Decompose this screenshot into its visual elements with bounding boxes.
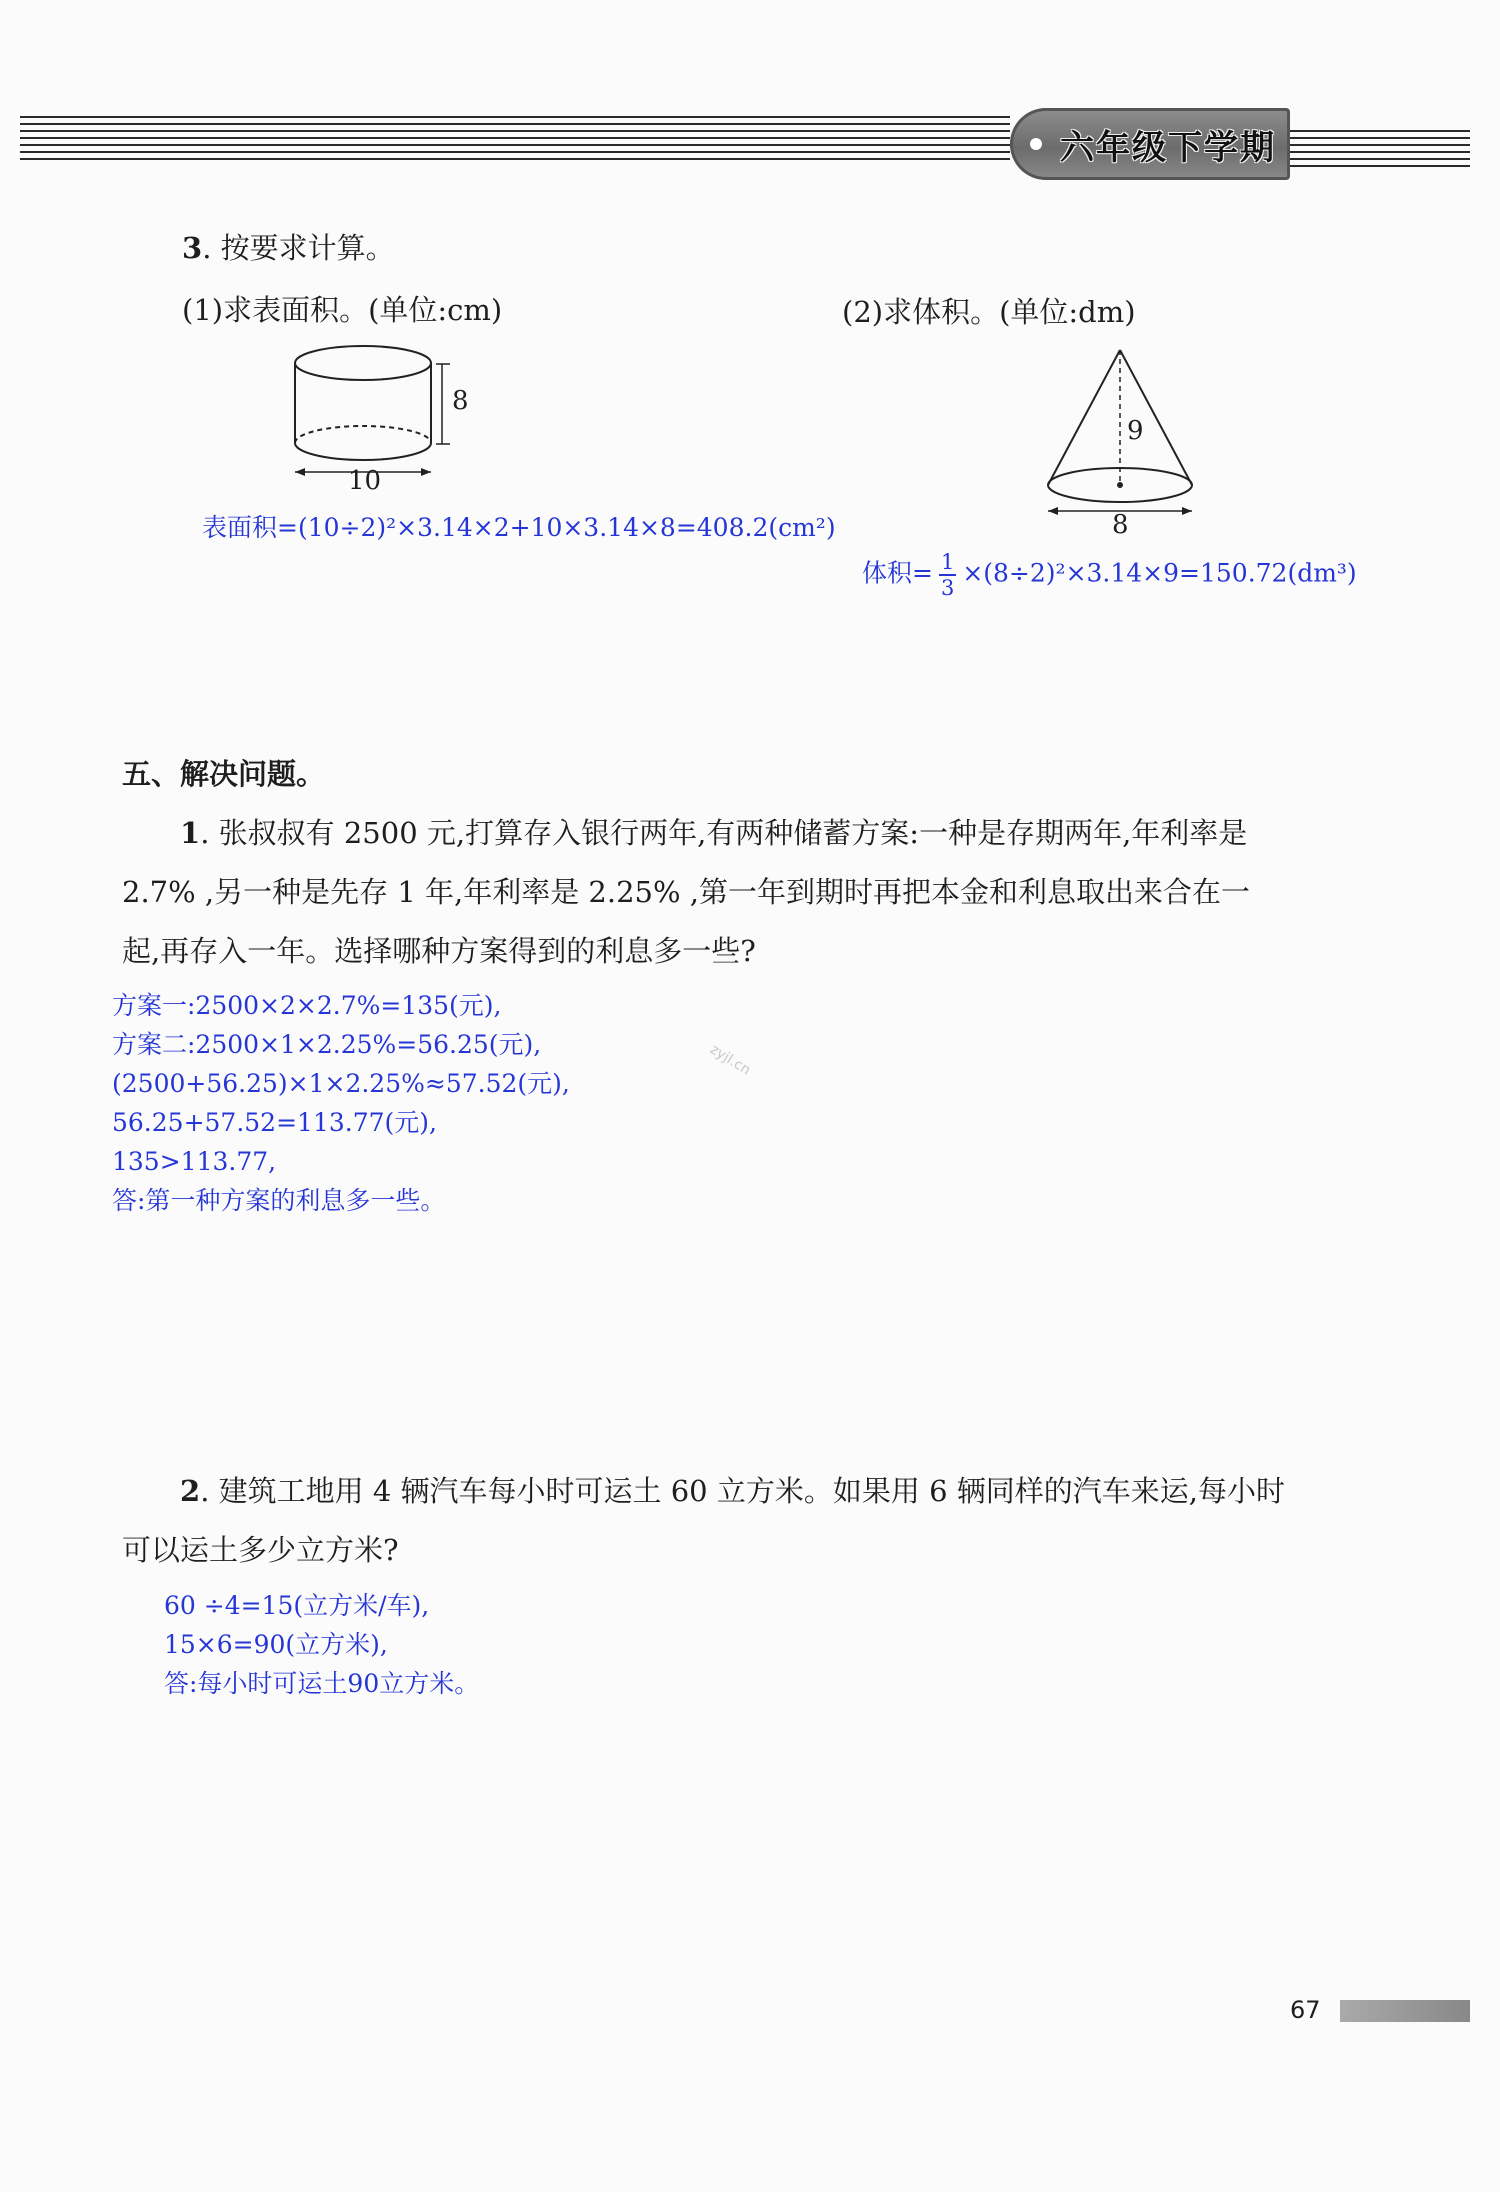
one-third-fraction [939, 550, 956, 600]
fraction-denominator: 3 [940, 576, 955, 600]
answer-volume-rest: ×(8÷2)²×3.14×9=150.72(dm³) [962, 558, 1357, 588]
cone-height-label: 9 [1127, 416, 1144, 446]
answer-line: 答:每小时可运土90立方米。 [164, 1669, 480, 1698]
cylinder-diameter-label: 10 [348, 466, 382, 496]
problem-2-number: 2 [180, 1474, 201, 1508]
problem-1 [122, 804, 1362, 981]
answer-line: 15×6=90(立方米), [164, 1630, 388, 1659]
calc-title-number: 3 [182, 231, 203, 265]
answer-line: (2500+56.25)×1×2.25%≈57.52(元), [112, 1069, 570, 1098]
problems-heading: 五、解决问题。 [122, 757, 326, 791]
part1-label: (1)求表面积。(单位:cm) [182, 293, 503, 327]
part2-label: (2)求体积。(单位:dm) [842, 295, 1136, 329]
cone-figure [1035, 345, 1215, 535]
problem-1-number: 1 [180, 816, 201, 850]
answer-line: 135>113.77, [112, 1147, 277, 1176]
problem-2-line-2: 可以运土多少立方米? [122, 1533, 399, 1567]
cone-diameter-label: 8 [1112, 510, 1129, 540]
problem-1-line-1 [122, 804, 1362, 863]
problem-2-answer [164, 1586, 479, 1703]
answer-surface-area: 表面积=(10÷2)²×3.14×2+10×3.14×8=408.2(cm²) [202, 513, 836, 542]
calc-title-text: . 按要求计算。 [202, 231, 395, 265]
problem-1-text-1: . 张叔叔有 2500 元,打算存入银行两年,有两种储蓄方案:一种是存期两年,年利率是 [200, 816, 1248, 850]
answer-line: 答:第一种方案的利息多一些。 [112, 1186, 446, 1215]
header-rule-right [1290, 130, 1470, 170]
problem-2 [122, 1462, 1362, 1580]
answer-volume [862, 550, 1357, 600]
calc-title [182, 226, 395, 267]
problem-2-text-1: . 建筑工地用 4 辆汽车每小时可运土 60 立方米。如果用 6 辆同样的汽车来运,每小时 [200, 1474, 1285, 1508]
problem-1-line-2: 2.7% ,另一种是先存 1 年,年利率是 2.25% ,第一年到期时再把本金和利息取出来合在一 [122, 875, 1250, 909]
fraction-numerator: 1 [940, 550, 955, 574]
cylinder-height-label: 8 [452, 386, 469, 416]
problem-1-answer [112, 986, 570, 1220]
answer-volume-prefix: 体积= [862, 558, 933, 588]
answer-line: 方案一:2500×2×2.7%=135(元), [112, 991, 502, 1020]
answer-line: 56.25+57.52=113.77(元), [112, 1108, 437, 1137]
page-number: 67 [1290, 1996, 1321, 2024]
answer-line: 60 ÷4=15(立方米/车), [164, 1591, 430, 1620]
tab-dot-icon [1030, 138, 1042, 150]
answer-line: 方案二:2500×1×2.25%=56.25(元), [112, 1030, 542, 1059]
problem-1-line-3: 起,再存入一年。选择哪种方案得到的利息多一些? [122, 934, 756, 968]
grade-tab [1010, 108, 1290, 180]
header-rule-left [20, 116, 1010, 172]
problem-2-line-1 [122, 1462, 1362, 1521]
grade-tab-label: 六年级下学期 [1060, 128, 1276, 168]
footer-bar [1340, 2000, 1470, 2022]
watermark: zyjl.cn [707, 1041, 754, 1079]
